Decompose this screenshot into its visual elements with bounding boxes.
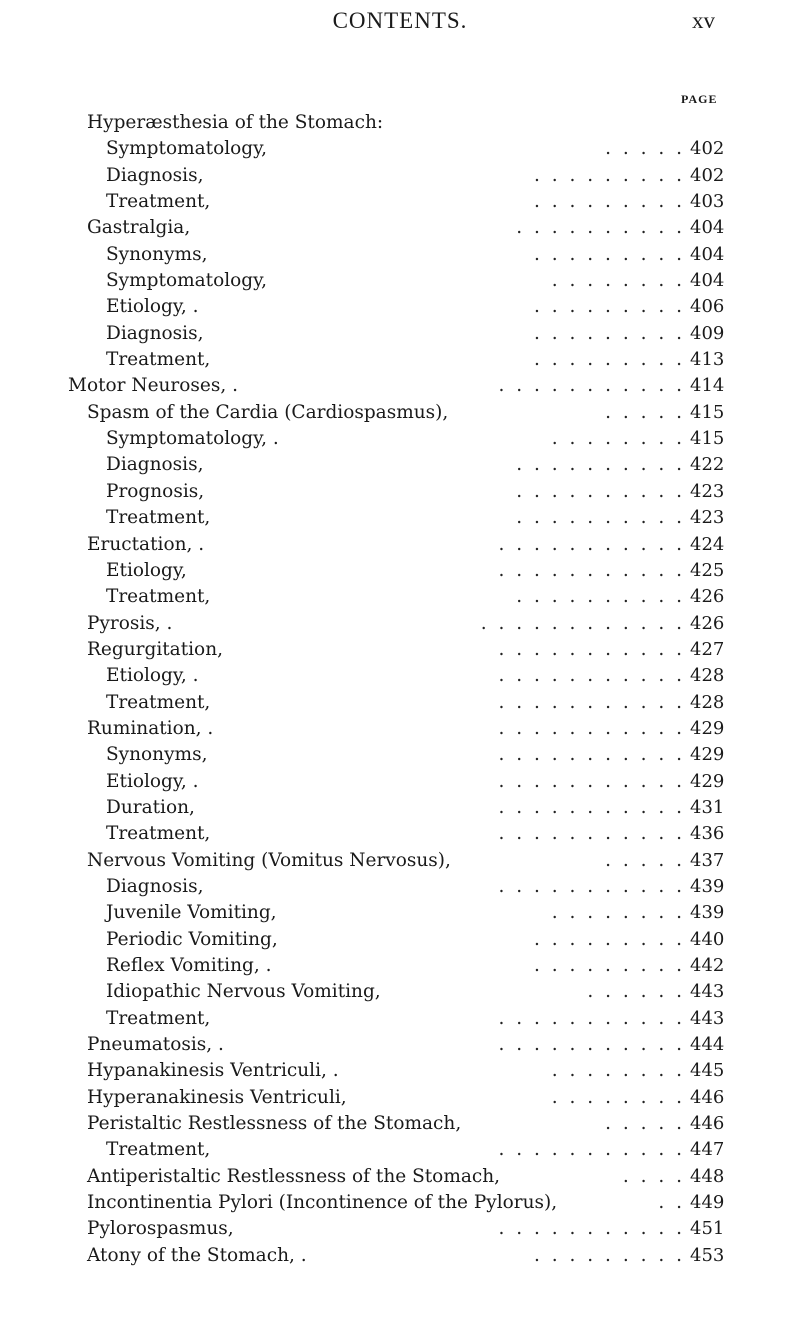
toc-entry-page: 445 [690, 1060, 725, 1082]
dot-leader: . . [658, 1192, 685, 1214]
dot-leader: . . . . . . . . . . . [498, 875, 685, 897]
dot-leader: . . . . . [605, 401, 685, 423]
toc-entry-title: Diagnosis, [106, 875, 204, 897]
dot-leader: . . . . . . . . . [534, 296, 685, 318]
toc-entry-title: Pyrosis, . [87, 612, 173, 634]
toc-entry [0, 1243, 800, 1269]
toc-entry-page: 409 [690, 322, 725, 344]
toc-entry-page: 431 [690, 796, 725, 818]
toc-entry-title: Diagnosis, [106, 164, 204, 186]
toc-entry-page: 426 [690, 612, 725, 634]
toc-entry [0, 927, 800, 953]
dot-leader: . . . . . . . . . . [516, 586, 685, 608]
toc-entry [0, 1058, 800, 1084]
toc-entry [0, 663, 800, 689]
dot-leader: . . . . . . . . . . . [498, 823, 685, 845]
toc-entry [0, 1190, 800, 1216]
toc-entry-page: 415 [690, 401, 725, 423]
toc-entry-title: Prognosis, [106, 480, 205, 502]
toc-entry-page: 404 [690, 243, 725, 265]
dot-leader: . . . . . . . . [551, 270, 685, 292]
toc-entry-page: 427 [690, 638, 725, 660]
toc-entry-title: Hyperanakinesis Ventriculi, [87, 1086, 347, 1108]
toc-entry-page: 413 [690, 349, 725, 371]
toc-entry-title: Etiology, [106, 559, 187, 581]
dot-leader: . . . . . . . . . . . [498, 796, 685, 818]
toc-entry [0, 189, 800, 215]
toc-entry-page: 423 [690, 507, 725, 529]
dot-leader: . . . . . . . . . . . [498, 638, 685, 660]
dot-leader: . . . . . . . . . . . [498, 559, 685, 581]
dot-leader: . . . . . . . . . . . [498, 744, 685, 766]
toc-entry-page: 404 [690, 270, 725, 292]
dot-leader: . . . . . . . . [551, 428, 685, 450]
toc-entry-title: Treatment, [106, 1007, 211, 1029]
toc-entry-title: Treatment, [106, 691, 211, 713]
toc-entry-title: Duration, [106, 796, 195, 818]
toc-entry [0, 874, 800, 900]
toc-entry [0, 979, 800, 1005]
toc-entry-page: 403 [690, 191, 725, 213]
toc-entry [0, 347, 800, 373]
dot-leader: . . . . . . . . . [534, 928, 685, 950]
toc-entry-page: 429 [690, 770, 725, 792]
toc-entry-title: Regurgitation, [87, 638, 223, 660]
toc-entry-title: Atony of the Stomach, . [87, 1244, 307, 1266]
toc-entry-page: 444 [690, 1034, 725, 1056]
toc-entry-title: Gastralgia, [87, 217, 191, 239]
dot-leader: . . . . . . . . . . . . [480, 612, 685, 634]
toc-entry-title: Diagnosis, [106, 322, 204, 344]
toc-entry-title: Reflex Vomiting, . [106, 955, 272, 976]
toc-entry [0, 1216, 800, 1242]
toc-entry-page: 448 [690, 1165, 725, 1187]
toc-entry-title: Etiology, . [106, 296, 199, 318]
dot-leader: . . . . . . . . [551, 1060, 685, 1082]
toc-entry-title: Spasm of the Cardia (Cardiospasmus), [87, 401, 449, 423]
dot-leader: . . . . . . . . . [534, 1244, 685, 1266]
toc-entry-title: Treatment, [106, 349, 211, 371]
toc-entry-page: 425 [690, 559, 725, 581]
toc-entry-page: 424 [690, 533, 725, 555]
toc-entry [0, 584, 800, 610]
dot-leader: . . . . . . . . . . . [498, 1007, 685, 1029]
toc-entry [0, 900, 800, 926]
toc-entry-title: Diagnosis, [106, 454, 204, 476]
toc-entry [0, 1137, 800, 1163]
dot-leader: . . . . . [605, 849, 685, 871]
toc-entry-title: Treatment, [106, 507, 211, 529]
toc-entry-title: Juvenile Vomiting, [106, 902, 277, 924]
toc-entry [0, 690, 800, 716]
toc-entry [0, 373, 800, 399]
toc-entry-page: 423 [690, 480, 725, 502]
toc-entry-title: Symptomatology, . [106, 428, 279, 450]
toc-entry-page: 429 [690, 717, 725, 739]
toc-entry-title: Symptomatology, [106, 138, 267, 160]
toc-entry-page: 406 [690, 296, 725, 318]
toc-entry [0, 505, 800, 531]
toc-entry-page: 446 [690, 1113, 725, 1135]
table-of-contents [0, 110, 800, 1269]
dot-leader: . . . . . [605, 138, 685, 160]
toc-entry-title: Etiology, . [106, 770, 199, 792]
toc-entry [0, 1164, 800, 1190]
dot-leader: . . . . . . . . . [534, 164, 685, 186]
toc-entry-page: 439 [690, 902, 725, 924]
toc-entry [0, 426, 800, 452]
toc-entry-page: 439 [690, 875, 725, 897]
toc-entry-page: 402 [690, 164, 725, 186]
toc-entry-title: Synonyms, [106, 243, 208, 265]
toc-entry [0, 400, 800, 426]
dot-leader: . . . . . . . . . . . [498, 770, 685, 792]
toc-entry-title: Hypanakinesis Ventriculi, . [87, 1060, 339, 1082]
dot-leader: . . . . . . . . . . . [498, 665, 685, 687]
toc-entry [0, 558, 800, 584]
toc-entry [0, 136, 800, 162]
toc-entry-title: Hyperæsthesia of the Stomach: [87, 112, 384, 133]
page-column-label: PAGE [681, 92, 718, 106]
dot-leader: . . . . . . . . . . [516, 507, 685, 529]
toc-entry [0, 953, 800, 979]
dot-leader: . . . . . [605, 1113, 685, 1135]
toc-entry-page: 404 [690, 217, 725, 239]
toc-entry-page: 443 [690, 1007, 725, 1029]
toc-entry [0, 1032, 800, 1058]
toc-entry [0, 795, 800, 821]
toc-entry [0, 268, 800, 294]
toc-entry [0, 637, 800, 663]
toc-entry-title: Antiperistaltic Restlessness of the Stomach, [87, 1165, 501, 1187]
toc-entry-page: 422 [690, 454, 725, 476]
toc-entry [0, 479, 800, 505]
toc-entry-title: Pylorospasmus, [87, 1218, 234, 1240]
toc-entry [0, 848, 800, 874]
toc-entry-title: Synonyms, [106, 744, 208, 766]
toc-entry-title: Treatment, [106, 823, 211, 845]
dot-leader: . . . . . . . . . [534, 191, 685, 213]
page-folio: xv [692, 8, 715, 33]
toc-entry-title: Etiology, . [106, 665, 199, 687]
toc-entry-title: Nervous Vomiting (Vomitus Nervosus), [87, 849, 451, 871]
toc-entry [0, 742, 800, 768]
toc-entry-title: Eructation, . [87, 533, 205, 555]
running-head [0, 8, 800, 48]
dot-leader: . . . . . . . . . [534, 243, 685, 265]
toc-entry [0, 821, 800, 847]
toc-entry-title: Rumination, . [87, 717, 214, 739]
toc-entry-page: 447 [690, 1139, 725, 1161]
toc-entry-page: 451 [690, 1218, 725, 1240]
toc-entry-title: Treatment, [106, 191, 211, 213]
toc-entry [0, 163, 800, 189]
toc-entry [0, 1085, 800, 1111]
toc-entry-page: 428 [690, 665, 725, 687]
dot-leader: . . . . . . . . . . . [498, 691, 685, 713]
toc-entry-title: Treatment, [106, 586, 211, 608]
toc-entry [0, 1111, 800, 1137]
toc-entry-page: 440 [690, 928, 725, 950]
dot-leader: . . . . . . . . . . [516, 217, 685, 239]
running-head-title: CONTENTS. [332, 8, 468, 33]
dot-leader: . . . . . . . . . . [516, 454, 685, 476]
toc-entry-page: 402 [690, 138, 725, 160]
toc-entry-page: 415 [690, 428, 725, 450]
toc-entry-title: Idiopathic Nervous Vomiting, [106, 981, 381, 1003]
toc-entry-page: 414 [690, 375, 725, 397]
toc-entry-page: 436 [690, 823, 725, 845]
toc-entry [0, 452, 800, 478]
toc-entry-title: Peristaltic Restlessness of the Stomach, [87, 1113, 462, 1135]
dot-leader: . . . . . . . . . [534, 322, 685, 344]
toc-entry [0, 294, 800, 320]
toc-entry-page: 429 [690, 744, 725, 766]
toc-entry-title: Pneumatosis, . [87, 1034, 224, 1056]
dot-leader: . . . . . . . . . . . [498, 1034, 685, 1056]
toc-entry-page: 426 [690, 586, 725, 608]
dot-leader: . . . . . . . . . . . [498, 533, 685, 555]
toc-entry [0, 532, 800, 558]
toc-entry [0, 769, 800, 795]
dot-leader: . . . . . . . . [551, 902, 685, 924]
toc-entry-title: Motor Neuroses, . [68, 375, 238, 397]
toc-entry-page: 437 [690, 849, 725, 871]
toc-entry [0, 110, 800, 136]
toc-entry-title: Incontinentia Pylori (Incontinence of the Pylorus), [87, 1192, 558, 1214]
toc-entry [0, 611, 800, 637]
dot-leader: . . . . . . . . . . . [498, 375, 685, 397]
dot-leader: . . . . . . . . . . . [498, 717, 685, 739]
toc-entry-page: 449 [690, 1192, 725, 1214]
toc-entry-title: Periodic Vomiting, [106, 928, 278, 950]
dot-leader: . . . . . . . . . . . [498, 1218, 685, 1240]
toc-entry [0, 1006, 800, 1032]
dot-leader: . . . . . . . . . [534, 955, 685, 976]
toc-entry-page: 453 [690, 1244, 725, 1266]
toc-entry [0, 321, 800, 347]
dot-leader: . . . . [622, 1165, 685, 1187]
dot-leader: . . . . . . [587, 981, 685, 1003]
toc-entry [0, 242, 800, 268]
dot-leader: . . . . . . . . . . [516, 480, 685, 502]
dot-leader: . . . . . . . . [551, 1086, 685, 1108]
toc-entry [0, 716, 800, 742]
toc-entry-page: 428 [690, 691, 725, 713]
dot-leader: . . . . . . . . . . . [498, 1139, 685, 1161]
toc-entry-page: 443 [690, 981, 725, 1003]
toc-entry-title: Symptomatology, [106, 270, 267, 292]
toc-entry-page: 446 [690, 1086, 725, 1108]
toc-entry-page: 442 [690, 955, 725, 976]
toc-entry-title: Treatment, [106, 1139, 211, 1161]
toc-entry [0, 215, 800, 241]
dot-leader: . . . . . . . . . [534, 349, 685, 371]
